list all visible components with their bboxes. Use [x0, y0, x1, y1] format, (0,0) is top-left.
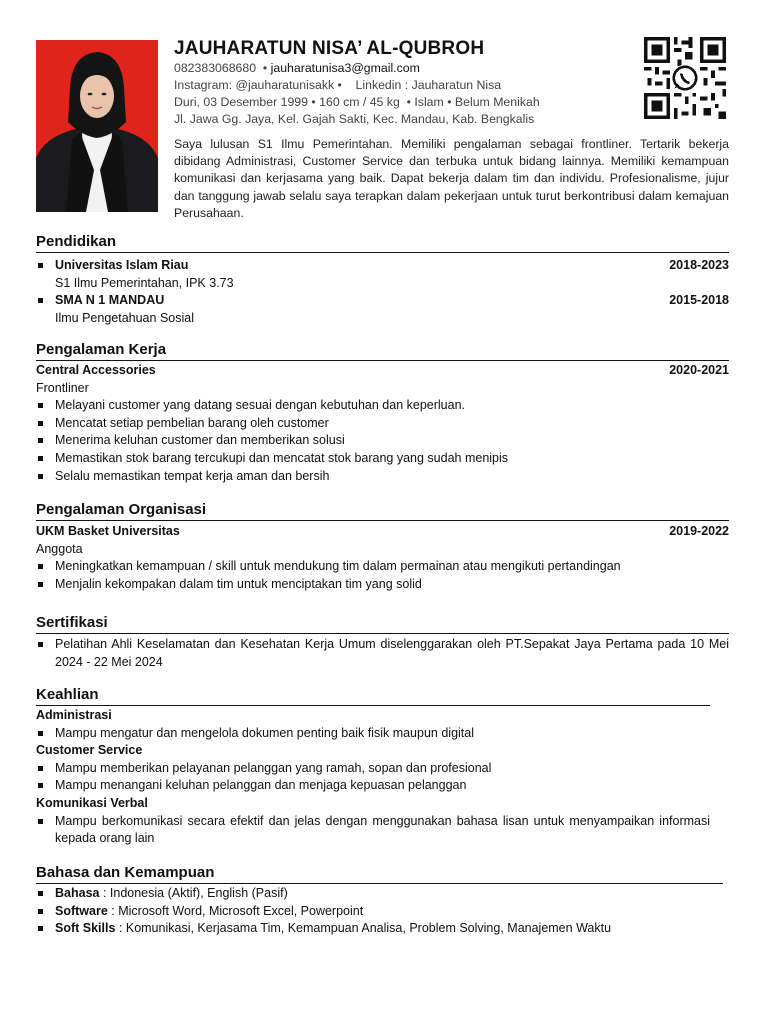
section-title: Bahasa dan Kemampuan: [36, 864, 723, 884]
section-title: Sertifikasi: [36, 614, 729, 634]
contact-line: [174, 60, 634, 77]
whatsapp-icon: [672, 65, 699, 92]
list-item: Mampu berkomunikasi secara efektif dan jelas dengan menggunakan bahasa lisan untuk menyampaikan informasi kepada orang lain: [36, 813, 710, 848]
school-name: Universitas Islam Riau: [55, 258, 189, 272]
organization-name: UKM Basket Universitas: [36, 524, 180, 538]
address: Jl. Jawa Gg. Jaya, Kel. Gajah Sakti, Kec. Mandau, Kab. Bengkalis: [174, 112, 535, 126]
certification-section: [36, 614, 729, 671]
list-item: Melayani customer yang datang sesuai dengan kebutuhan dan keperluan.: [36, 397, 729, 415]
years: 2019-2022: [669, 524, 729, 538]
list-item: Selalu memastikan tempat kerja aman dan bersih: [36, 468, 729, 486]
separator-dot: •: [337, 78, 353, 92]
item-value: : Indonesia (Aktif), English (Pasif): [99, 886, 288, 900]
list-item: Mampu menangani keluhan pelanggan dan menjaga kepuasan pelanggan: [36, 777, 710, 795]
instagram-handle: Instagram: @jauharatunisakk: [174, 78, 335, 92]
list-item: Meningkatkan kemampuan / skill untuk mendukung tim dalam permainan atau mengikuti pertandingan: [36, 558, 729, 576]
item-label: Soft Skills: [55, 921, 116, 936]
section-title: Keahlian: [36, 686, 710, 706]
skills-section: [36, 686, 710, 848]
years: 2018-2023: [669, 258, 729, 272]
years: 2015-2018: [669, 293, 729, 308]
organization-role: Anggota: [36, 541, 83, 556]
section-title: Pendidikan: [36, 233, 729, 253]
profile-summary: Saya lulusan S1 Ilmu Pemerintahan. Memiliki pengalaman sebagai frontliner. Tertarik bekerja dibidang Administrasi, Customer Service dan terbuka untuk bidang lainnya. Memiliki kemampuan komunikasi dan kerjasama yang baik. Dapat bekerja dalam tim dan individu. Profesionalisme, jujur dan tanggung jawab selalu saya terapkan dalam pekerjaan untuk turut berkontribusi dalam kemajuan Perusahaan.: [174, 137, 729, 220]
school-name: SMA N 1 MANDAU: [55, 293, 165, 308]
skill-group-name: Customer Service: [36, 743, 143, 758]
list-item: Memastikan stok barang tercukupi dan mencatat stok barang yang sudah menipis: [36, 450, 729, 468]
organization-section: [36, 501, 729, 593]
list-item: [36, 292, 729, 310]
personal-info-line: [174, 94, 634, 111]
education-detail: Ilmu Pengetahuan Sosial: [55, 310, 194, 325]
birth-info: Duri, 03 Desember 1999: [174, 95, 308, 109]
separator-dot: •: [403, 95, 415, 109]
job-role: Frontliner: [36, 380, 89, 395]
linkedin-handle: Linkedin : Jauharatun Nisa: [355, 78, 502, 92]
separator-dot: •: [447, 95, 455, 109]
header: [174, 38, 634, 128]
separator-dot: •: [259, 61, 271, 75]
phone-number: 082383068680: [174, 61, 257, 75]
education-detail: S1 Ilmu Pemerintahan, IPK 3.73: [55, 275, 234, 290]
skill-group-name: Administrasi: [36, 708, 112, 722]
section-title: Pengalaman Kerja: [36, 341, 729, 361]
years: 2020-2021: [669, 363, 729, 377]
qr-code-icon: [641, 37, 729, 119]
body-info: 160 cm / 45 kg: [319, 95, 400, 109]
skill-group-name: Komunikasi Verbal: [36, 795, 148, 810]
list-item: Mampu mengatur dan mengelola dokumen penting baik fisik maupun digital: [36, 725, 710, 743]
work-section: [36, 341, 729, 485]
list-item: [36, 920, 723, 938]
item-value: : Microsoft Word, Microsoft Excel, Powerpoint: [107, 903, 364, 918]
list-item: [36, 885, 723, 903]
religion-info: Islam: [414, 95, 444, 109]
item-label: Software: [55, 903, 108, 918]
company-name: Central Accessories: [36, 363, 156, 377]
list-item: Menjalin kekompakan dalam tim untuk menciptakan tim yang solid: [36, 576, 729, 594]
list-item: Pelatihan Ahli Keselamatan dan Kesehatan Kerja Umum diselenggarakan oleh PT.Sepakat Jaya Pertama pada 10 Mei 2024 - 22 Mei 2024: [36, 636, 729, 671]
list-item: [36, 257, 729, 275]
candidate-name: JAUHARATUN NISA’ AL-QUBROH: [174, 38, 485, 59]
education-section: [36, 233, 729, 327]
section-title: Pengalaman Organisasi: [36, 501, 729, 521]
item-label: Bahasa: [55, 886, 100, 900]
list-item: Mencatat setiap pembelian barang oleh customer: [36, 415, 729, 433]
item-value: : Komunikasi, Kerjasama Tim, Kemampuan Analisa, Problem Solving, Manajemen Waktu: [115, 921, 612, 936]
email-address: jauharatunisa3@gmail.com: [270, 61, 420, 75]
list-item: [36, 903, 723, 921]
languages-section: [36, 864, 723, 938]
social-line: [174, 77, 634, 94]
profile-photo: [36, 40, 158, 212]
list-item: Mampu memberikan pelayanan pelanggan yang ramah, sopan dan profesional: [36, 760, 710, 778]
marital-status: Belum Menikah: [454, 95, 540, 109]
separator-dot: •: [311, 95, 320, 109]
list-item: Menerima keluhan customer dan memberikan solusi: [36, 432, 729, 450]
